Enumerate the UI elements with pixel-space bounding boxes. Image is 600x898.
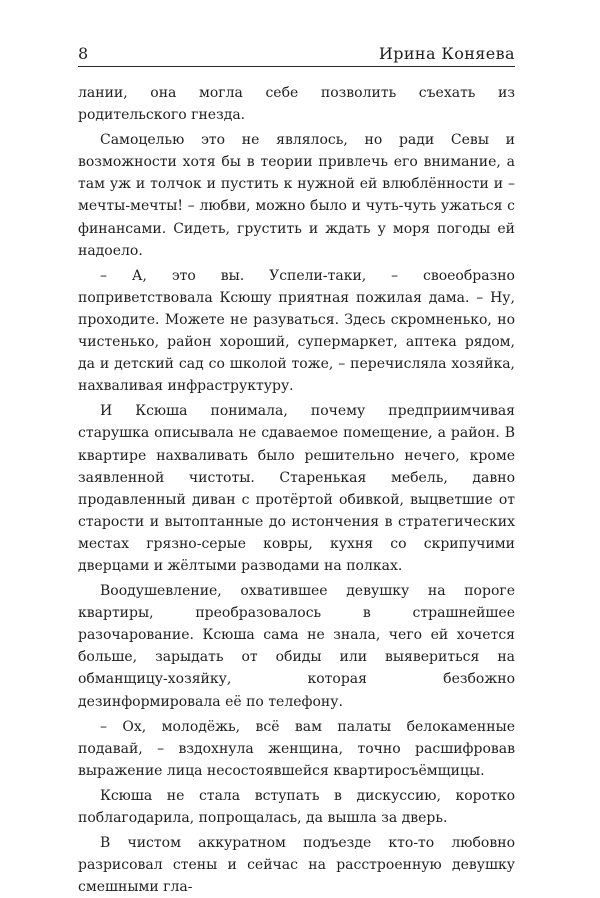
- paragraph: Самоцелью это не являлось, но ради Севы и возможности хотя бы в теории привлечь его внимание, а там уж и толчок и пустить к нужной ей влюблённости и – мечты-мечты! – любви, можно было и чуть-чуть ужаться с финансами. Сидеть, грустить и ждать у моря погоды ей надоело.: [78, 132, 515, 259]
- paragraph: В чистом аккуратном подъезде кто-то любовно разрисовал стены и сейчас на расстроенную девушку смешными гла-: [78, 835, 515, 896]
- paragraph: – А, это вы. Успели-таки, – своеобразно поприветствовала Ксюшу приятная пожилая дама. – Ну, проходите. Можете не разуваться. Здесь скромненько, но чистенько, район хороший, супермаркет, аптека рядом, да и детский сад со школой тоже, – перечисляла хозяйка, нахваливая инфраструктуру.: [78, 267, 515, 395]
- paragraph: Воодушевление, охватившее девушку на пороге квартиры, преобразовалось в страшнейшее разочарование. Ксюша сама не знала, чего ей хочется больше, зарыдать от обиды или выявериться на обманщицу-хозяйку, которая безбожно дезинформировала её по телефону.: [78, 583, 515, 710]
- paragraph: Ксюша не стала вступать в дискуссию, коротко поблагодарила, попрощалась, да вышла за дверь.: [78, 787, 515, 826]
- page-body: [78, 82, 515, 898]
- paragraph: – Ох, молодёжь, всё вам палаты белокаменные подавай, – вздохнула женщина, точно расшифровав выражение лица несостоявшейся квартиросъёмщицы.: [78, 718, 515, 779]
- running-header: [78, 45, 515, 63]
- running-head-author: Ирина Коняева: [378, 44, 515, 63]
- paragraph: лании, она могла себе позволить съехать из родительского гнезда.: [78, 85, 515, 124]
- header-rule: [78, 66, 515, 67]
- paragraph: И Ксюша понимала, почему предприимчивая старушка описывала не сдаваемое помещение, а район. В квартире нахваливать было решительно нечего, кроме заявленной чистоты. Старенькая мебель, давно продавленный диван с протёртой обивкой, выцветшие от старости и вытоптанные до истончения в стратегических местах грязно-серые ковры, кухня со скрипучими дверцами и жёлтыми разводами на полках.: [78, 403, 515, 574]
- page-number: 8: [78, 44, 89, 63]
